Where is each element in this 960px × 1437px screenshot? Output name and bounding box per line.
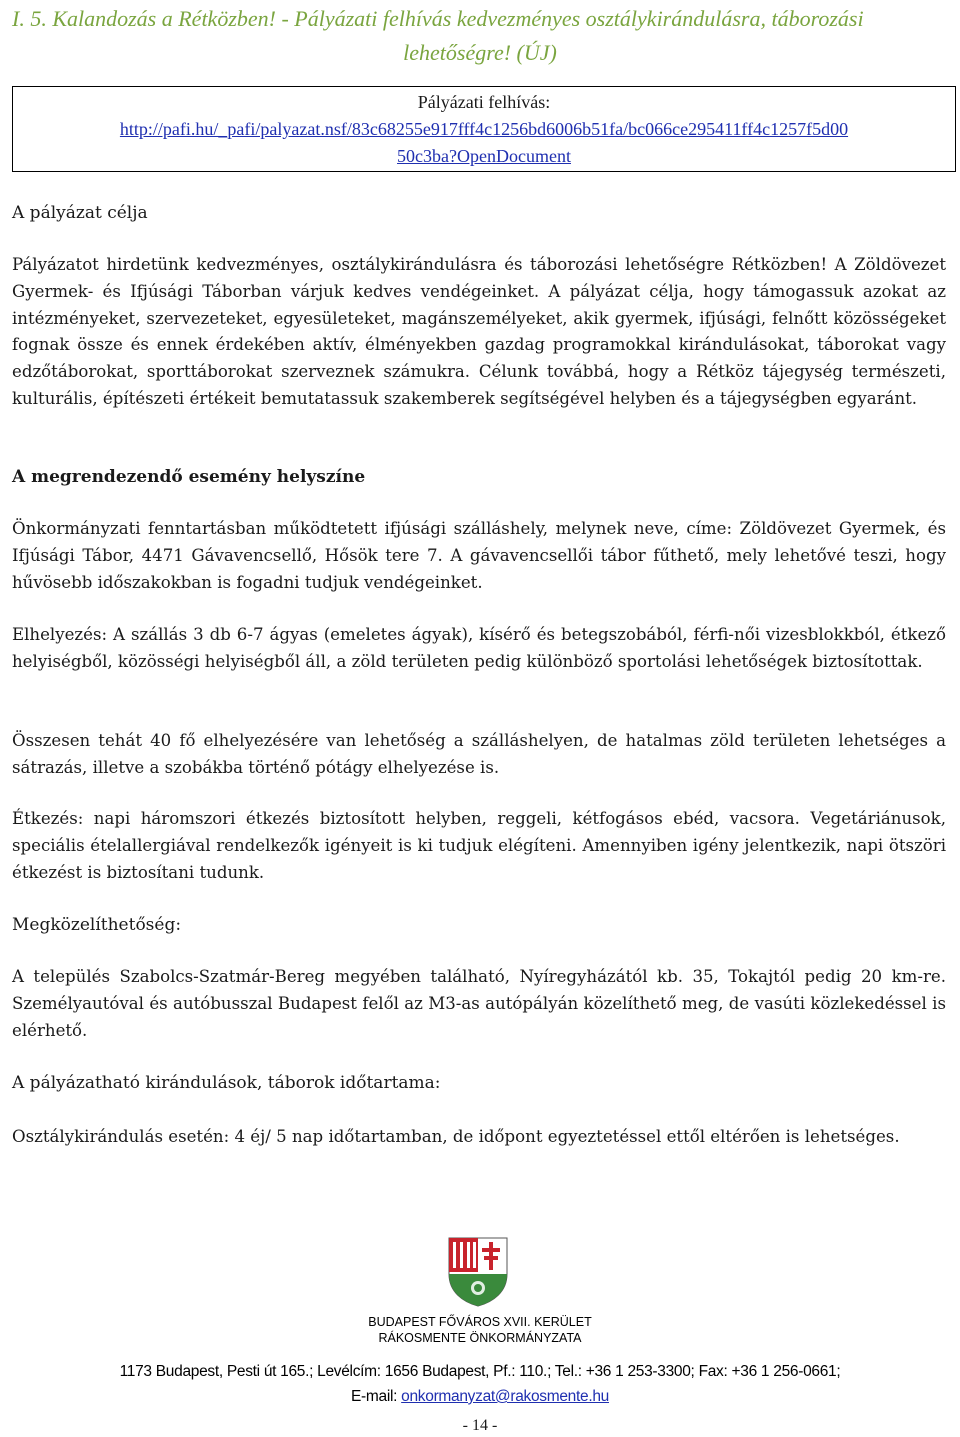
duration-paragraph: Osztálykirándulás esetén: 4 éj/ 5 nap időtartamban, de időpont egyeztetéssel ettől eltérően is lehetséges.	[12, 1127, 900, 1146]
access-heading: Megközelíthetőség:	[12, 915, 182, 935]
page-number: - 14 -	[462, 1417, 498, 1434]
footer-address: 1173 Budapest, Pesti út 165.; Levélcím: 1656 Budapest, Pf.: 110.; Tel.: +36 1 253-3300; Fax: +36 1 256-0661;	[119, 1363, 841, 1380]
page-title	[12, 2, 948, 70]
duration-heading: A pályázatható kirándulások, táborok időtartama:	[12, 1073, 441, 1093]
footer-org-line2: RÁKOSMENTE ÖNKORMÁNYZATA	[378, 1331, 582, 1345]
call-url-link-line2[interactable]: 50c3ba?OpenDocument	[397, 146, 571, 166]
venue-paragraph: Önkormányzati fenntartásban működtetett ifjúsági szálláshely, melynek neve, címe: Zöldövezet Gyermek, és Ifjúsági Tábor, 4471 Gávavencsellő, Hősök tere 7. A gávavencsellői tábor fűthető, mely lehetővé teszi, hogy hűvösebb időszakokban is fogadni tudjuk vendégeinket.	[12, 519, 946, 592]
capacity-paragraph: Összesen tehát 40 fő elhelyezésére van lehetőség a szálláshelyen, de hatalmas zöld területen lehetséges a sátrazás, illetve a szobákba történő pótágy elhelyezése is.	[12, 731, 946, 777]
meals-paragraph: Étkezés: napi háromszori étkezés biztosított helyben, reggeli, kétfogásos ebéd, vacsora. Vegetáriánusok, speciális ételallergiával rendelkezők igényeit is ki tudjuk elégíteni. Amennyiben igény jelentkezik, napi ötszöri étkezést is biztosítani tudunk.	[12, 809, 946, 882]
accommodation-paragraph: Elhelyezés: A szállás 3 db 6-7 ágyas (emeletes ágyak), kísérő és betegszobából, férfi-női vizesblokkból, étkező helyiségből, közösségi helyiségből áll, a zöld területen pedig különböző sportolási lehetőségek biztosítottak.	[12, 625, 946, 671]
call-for-proposals-box	[12, 86, 956, 172]
footer-email-line	[10, 1384, 950, 1410]
footer-email-label: E-mail:	[351, 1388, 402, 1405]
call-url-link-line1[interactable]: http://pafi.hu/_pafi/palyazat.nsf/83c68255e917fff4c1256bd6006b51fa/bc066ce295411ff4c1257f5d00	[119, 119, 849, 139]
footer-email-link[interactable]: onkormanyzat@rakosmente.hu	[401, 1388, 609, 1405]
page-title-line2: lehetőségre! (ÚJ)	[403, 40, 557, 65]
goal-heading: A pályázat célja	[12, 203, 148, 223]
access-paragraph: A település Szabolcs-Szatmár-Bereg megyében található, Nyíregyházától kb. 35, Tokajtól pedig 20 km-re. Személyautóval és autóbusszal Budapest felől az M3-as autópályán közelíthető meg, de vasúti közlekedéssel is elérhető.	[12, 967, 946, 1040]
goal-paragraph: Pályázatot hirdetünk kedvezményes, osztálykirándulásra és táborozási lehetőségre Rétközben! A Zöldövezet Gyermek- és Ifjúsági Táborban várjuk kedves vendégeinket. A pályázat célja, hogy támogassuk azokat az intézményeket, szervezeteket, egyesületeket, magánszemélyeket, akik gyermek, ifjúsági, felnőtt közösségeket fognak össze és ennek érdekében aktív, élményekben gazdag programokkal kirándulásokat, táborokat vagy edzőtáborokat, sporttáborokat szerveznek számukra. Célunk továbbá, hogy a Rétköz tájegység természeti, kulturális, építészeti értékeit bemutatassuk szakemberek segítségével helyben és a tájegységben egyaránt.	[12, 255, 946, 408]
footer-org-line1: BUDAPEST FŐVÁROS XVII. KERÜLET	[368, 1315, 592, 1329]
call-label: Pályázati felhívás:	[417, 92, 551, 112]
venue-heading: A megrendezendő esemény helyszíne	[12, 467, 366, 487]
page-title-line1: I. 5. Kalandozás a Rétközben! - Pályázati felhívás kedvezményes osztálykirándulásra, táborozási	[12, 6, 864, 31]
district-crest-icon	[447, 1236, 509, 1308]
